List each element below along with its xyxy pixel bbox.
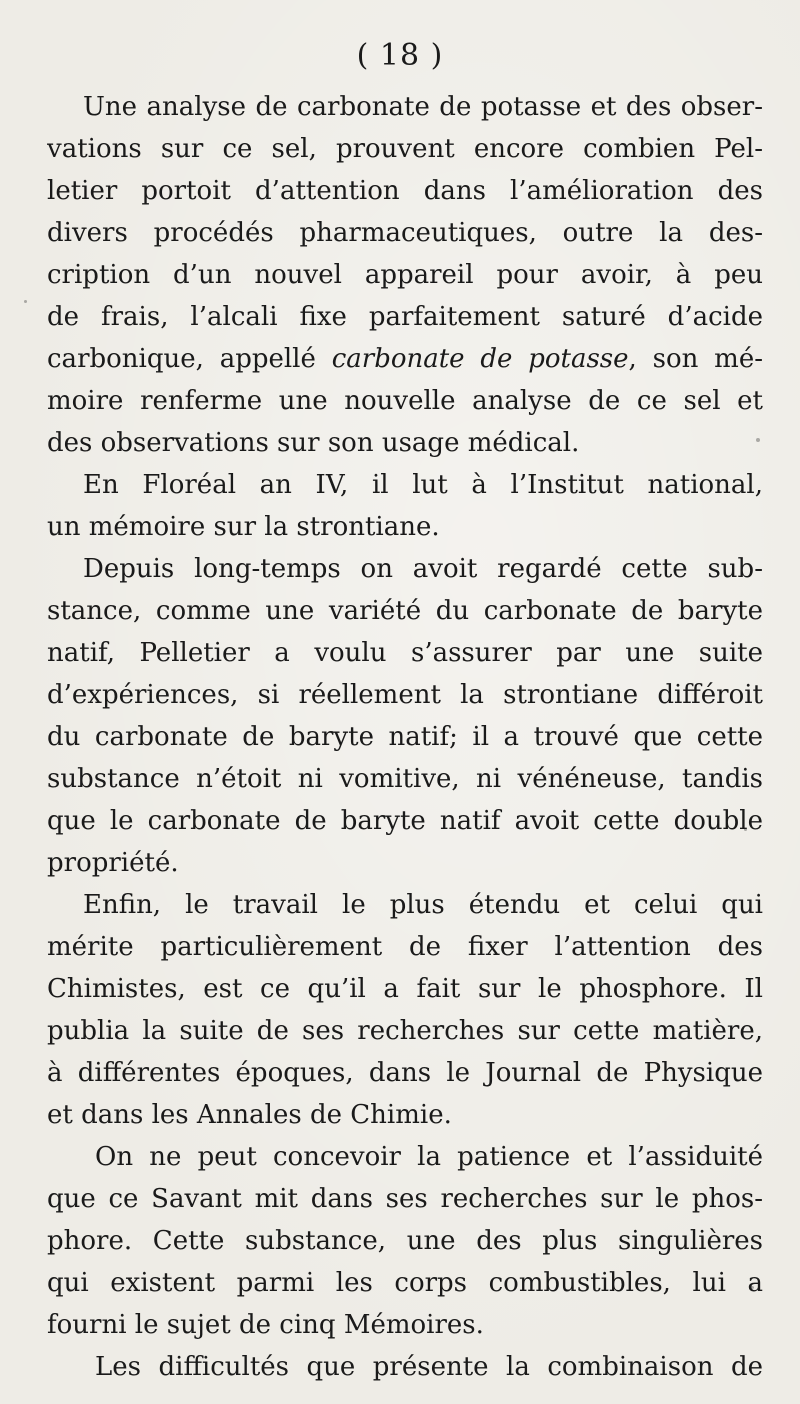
text-segment: , son mé-	[628, 344, 763, 374]
text-line: Les difficultés que présente la combinaison de	[95, 1352, 763, 1382]
text-line: à différentes époques, dans le Journal de Physique	[47, 1058, 763, 1088]
text-line: Une analyse de carbonate de potasse et des obser-	[83, 92, 763, 122]
text-line: En Floréal an IV, il lut à l’Institut national,	[83, 470, 763, 500]
paragraph	[47, 86, 763, 464]
text-line: cription d’un nouvel appareil pour avoir, à peu	[47, 260, 763, 290]
paragraph	[47, 1346, 763, 1388]
text-line: d’expériences, si réellement la strontiane différoit	[47, 680, 763, 710]
ink-speck	[756, 438, 760, 442]
text-line: stance, comme une variété du carbonate de baryte	[47, 596, 763, 626]
text-line: Chimistes, est ce qu’il a fait sur le phosphore. Il	[47, 974, 763, 1004]
text-line: mérite particulièrement de fixer l’attention des	[47, 932, 763, 962]
paragraph	[47, 548, 763, 884]
text-line: divers procédés pharmaceutiques, outre la des-	[47, 218, 763, 248]
text-line: vations sur ce sel, prouvent encore combien Pel-	[47, 134, 763, 164]
body-text	[47, 86, 763, 1388]
paragraph	[47, 1136, 763, 1346]
text-line: que le carbonate de baryte natif avoit cette double	[47, 806, 763, 836]
text-line: Depuis long-temps on avoit regardé cette sub-	[83, 554, 763, 584]
ink-speck	[24, 300, 27, 303]
text-line: On ne peut concevoir la patience et l’assiduité	[95, 1142, 763, 1172]
text-line	[47, 338, 763, 380]
text-line: letier portoit d’attention dans l’amélioration des	[47, 176, 763, 206]
text-line: qui existent parmi les corps combustibles, lui a	[47, 1268, 763, 1298]
text-line: un mémoire sur la strontiane.	[47, 512, 440, 542]
ink-speck	[750, 1286, 754, 1289]
text-line: substance n’étoit ni vomitive, ni vénéneuse, tandis	[47, 764, 763, 794]
text-line: des observations sur son usage médical.	[47, 428, 580, 458]
paragraph	[47, 884, 763, 1136]
ink-speck	[744, 828, 747, 831]
text-line: fourni le sujet de cinq Mémoires.	[47, 1310, 484, 1340]
page-number: ( 18 )	[356, 38, 444, 73]
paragraph	[47, 464, 763, 548]
text-line: publia la suite de ses recherches sur cette matière,	[47, 1016, 763, 1046]
italic-term: carbonate de potasse	[331, 344, 629, 374]
text-line: Enfin, le travail le plus étendu et celui qui	[83, 890, 763, 920]
text-line: phore. Cette substance, une des plus singulières	[47, 1226, 763, 1256]
text-line: du carbonate de baryte natif; il a trouvé que cette	[47, 722, 763, 752]
text-line: et dans les Annales de Chimie.	[47, 1100, 452, 1130]
text-line: de frais, l’alcali fixe parfaitement saturé d’acide	[47, 302, 763, 332]
text-line: que ce Savant mit dans ses recherches sur le phos-	[47, 1184, 763, 1214]
text-line: propriété.	[47, 848, 179, 878]
text-line: moire renferme une nouvelle analyse de ce sel et	[47, 386, 763, 416]
text-segment: carbonique, appellé	[47, 344, 332, 374]
text-line: natif, Pelletier a voulu s’assurer par une suite	[47, 638, 763, 668]
